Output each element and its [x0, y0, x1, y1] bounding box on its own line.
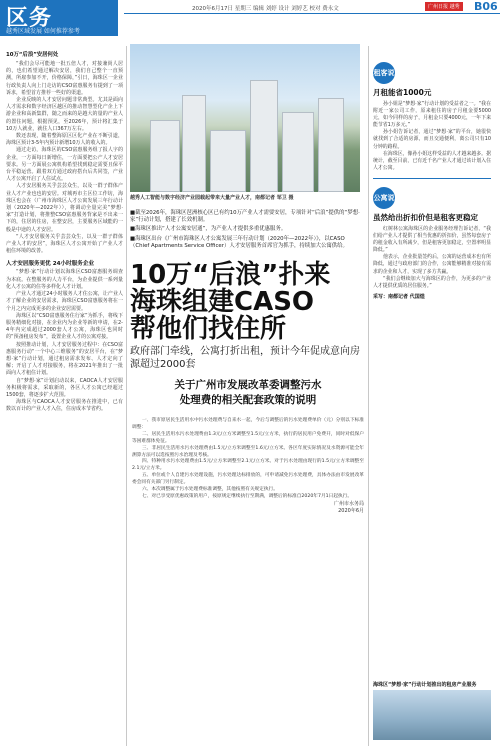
- headline-line: 10万“后浪”扑来: [130, 260, 331, 290]
- author-credit: 采写：南都记者 代国煌: [373, 293, 425, 300]
- mini-photo: [373, 690, 491, 740]
- tenant-tag: 租客说: [373, 62, 395, 84]
- left-paragraph: 海珠区与CAOCA人才安居服务在推进中，已有数以百计的产业人才入住，住房成本节省约。: [6, 399, 123, 413]
- mini-photo-caption: 海珠区“梦想·家”行动计划推出的租房产业服务: [373, 682, 477, 688]
- photo-building: [250, 80, 278, 192]
- notice-date: 2020年6月: [338, 507, 364, 514]
- apartment-tag: 公寓说: [373, 187, 395, 209]
- notice-title-line: 关于广州市发展改革委调整污水: [174, 379, 322, 391]
- left-subheading: 人才安居服务更优 24小时服务企业: [6, 261, 95, 268]
- notice-title-line: 处理费的相关配套政策的说明: [179, 394, 317, 406]
- left-paragraph: 海珠区以“CSO富惠服务住行家”为抓手，将线下服务精细化对接，在企业内为企业等新的申请，在2-4年内完成超过2000套人才公寓，海珠区也同时的“预备租房发布”，设置企业人才的公寓对接。: [6, 312, 123, 341]
- tenant-paragraph: 孙小姐是“梦想·家”行动计划的受益者之一。“我在附近一家公司工作，原来租住的房子月租金要5000元，如今同样的房子，月租金只要4000元，一年下来能节省1万多元。”: [373, 101, 491, 129]
- left-paragraph: “我们会尽可能地一批五倍人才，对接兼尚人居的，也们希望通过解决安居，我们自己整个一直预测，所雇参加不开，价格保障，”引日，海珠区一企业行政负责人向上门走访的CSO富惠服务有提到了一项诉求，希望首方推荐一些好的渠道。: [6, 61, 123, 96]
- header-rule: [124, 13, 500, 14]
- news-photo: [130, 44, 360, 192]
- summary-bullet: ■海珠区推出“人才公寓安居通”，为产业人才提供多重优惠服务。: [130, 226, 287, 233]
- notice-title: [130, 378, 366, 408]
- headline-subtitle: 政府部门牵线，公寓打折出租，预计今年促成意向房源超过2000套: [130, 346, 360, 370]
- summary-bullet: ■截至2026年，海珠区琶洲核心区已有约10万产业人才需要安居，专项针对“后浪”提供的“梦想·家”行动计划，搭建了长效机制。: [130, 210, 360, 224]
- left-paragraph: 通过走访，海珠区的CSO富惠服务组了报人字的企业，一方面每日新增住，一方面要把公产人才安居要求。另一方面展公寓机构希望找到稳定需要且保平台平稳运营。跟着双方通过政府搭台后共同签，产业人才公寓开启了人住试点。: [6, 147, 123, 183]
- tenant-title: 月租能省1000元: [373, 88, 432, 97]
- notice-paragraph: 四、特种用水污水处理费由1.5元/立方米调整至2.1元/立方米。对于污水处理由现行的1.5元/立方米调整至2.1元/立方米。: [132, 459, 364, 472]
- left-paragraph: “人才安居服务关乎芸芸众生，以及一群子群体产业人才的安居”，海珠区人才公寓开始了产业人才租住环境的改善。: [6, 233, 123, 255]
- main-headline: [130, 262, 366, 343]
- left-paragraph: 企业反映的人才安居问题非常典型。尤其是面向人才需求和数字经济区越区的推动智慧型化产企上下游企业和高新集群，随之而来的是越大的量的产业人的置住问题，根据预见，至2026年，预计将汇集于10万人就业，就住人口367万左右。: [6, 97, 123, 132]
- notice-paragraph: 一、我市原居民生活用水中污水处理费与自来水一起，今后与调整后的污水处理费单价（元）分别以下标准调整：: [132, 418, 364, 430]
- photo-building: [150, 120, 180, 192]
- photo-building: [282, 112, 314, 192]
- headline-line: 帮他们找住所: [130, 314, 287, 344]
- headline-line: 海珠组建CASO: [130, 287, 315, 317]
- section-title: 区务: [6, 6, 53, 31]
- summary-bullets: [130, 210, 362, 252]
- left-paragraph: 数还表现，随着整海原区区化产业在不断引道，海珠区预计3-5年内预计新增10万人的收入的。: [6, 133, 123, 147]
- notice-paragraph: 二、居民生活用水污水处理费由1.3元/立方米调整至1.5元/立方米，执行的居民用户免费开，同时对低保户等困难群体免征。: [132, 431, 364, 444]
- date-line: 2020年6月17日 星期三 编辑 刘婷 设计 刘婷艺 校对 费永文: [192, 6, 339, 12]
- photo-caption: 越秀人工智能与数字经济产业园载起带来大量产业人才，南都记者 邹卫 摄: [130, 195, 294, 201]
- tenant-paragraph: 在海珠区，像孙小姐这样受益的人才越来越多。据统计，截至目前，已有近千名产业人才通过该计划入住人才公寓。: [373, 150, 491, 171]
- right-divider: [373, 178, 491, 179]
- left-heading: 10万“后浪”安居何处: [6, 52, 59, 58]
- apartment-paragraph: 他表示，企业批量签约后，公寓的运营成本也有所降低，通过与政府部门的合作，公寓能够精准对接有需求的企业和人才，实现了多方共赢。: [373, 254, 491, 275]
- left-paragraph: 自“梦想·家”计划启动以来，CAOCA人才安居服务积极将需求，采取新的，各区人才公寓已经超过1500套，将逐步扩大范围。: [6, 377, 123, 398]
- apartment-title: 虽然给出折扣价但是租客更稳定: [373, 212, 478, 222]
- section-subtitle: 越秀区域发展 如何推荐参考: [6, 28, 80, 35]
- notice-org: 广州市水务局: [333, 500, 364, 507]
- left-paragraph: 产业人才通过24小时服务人才住公寓，让产业人才了解企业的安居需求，海珠区CSO富惠服务将在一个月之内完成更多的企业安居需要。: [6, 291, 123, 312]
- apartment-paragraph: 红树林公寓海珠区的企业服务经理告诉记者，“我们给产业人才提供了相当优惠的折扣价，虽然每套房子的租金收入有所减少，但是租客更加稳定，空置率明显降低。”: [373, 225, 491, 254]
- left-paragraph: 按照推动计划，人才安居服务过程中：在CSO富惠服务行动“一个中心三维服务”的安居平台，在“梦想·家”行动计划，通过租房需求发布、人才定向了解；开启了人才对接服务，将在2021年推出了一批面向人才租住计划。: [6, 341, 123, 377]
- apartment-paragraph: “我们会继续加大与海珠区的合作，为更多的产业人才提供优质的居住服务。”: [373, 275, 491, 289]
- photo-building: [210, 130, 246, 192]
- left-paragraph: “梦想·家”行动计划以海珠区CSO富惠服务调查为本底。在整服务的人力平台，为企业提供一系列量化人才公寓的住等多样化人才计划。: [6, 269, 123, 290]
- page-number: B06: [474, 0, 498, 13]
- photo-building: [318, 98, 344, 192]
- summary-bullet: ■海珠区出台《广州市海珠区人才公寓发展三年行动计划（2020年—2022年）》，以CASO（Chief Apartments Service Officer）人才安居服务首席官为抓手，持续加大公寓供给。: [130, 235, 348, 249]
- edition-badge: 广州日报 越秀: [425, 2, 463, 11]
- masthead: [0, 0, 500, 38]
- column-divider: [368, 46, 369, 746]
- notice-body: [132, 418, 364, 515]
- notice-paragraph: 六、本次调整属于污水处理费标准调整，其他按照有关规定执行。: [142, 487, 278, 493]
- photo-building: [182, 95, 206, 192]
- notice-paragraph: 五、单位或个人自建污水处理设施，污水处理达标排放的，可申请减免污水处理费，具体办法由市发展改革委会同有关部门另行制定。: [132, 473, 364, 486]
- right-column: [373, 60, 491, 300]
- left-paragraph: 人才安居服务关乎芸芸众生，以及一群子群体产业人才产业也也的安居。对城再市主区位工作坊，海珠区也会在（广州市海珠区人才公寓发展三年行动计划（2020年—2022年）），将调动全量完美“梦想·家”打造计划，将推整CSO富惠服务背家是不出来一下的，住居的住房，在整安居，主要服务区域能的一般是中途的人才安居。: [6, 183, 123, 233]
- tenant-paragraph: 孙小姐告诉记者，通过“梦想·家”的平台，她很快就找到了合适的房源，而且交通便利，离公司只有10分钟的路程。: [373, 129, 491, 150]
- notice-paragraph: 七、对已享受原优惠政策的用户，按原规定继续执行至期满，调整后的标准自2020年7月1日起执行。: [142, 493, 353, 499]
- section-block: [0, 0, 118, 36]
- notice-paragraph: 三、非居民生活用水污水处理费由1.5元/立方米调整至1.6元/立方米。各区年度实际情况及水资源可能全年测算方法可以选按照污水治理及考核。: [132, 445, 364, 458]
- column-divider: [126, 46, 127, 746]
- left-column: [6, 50, 123, 414]
